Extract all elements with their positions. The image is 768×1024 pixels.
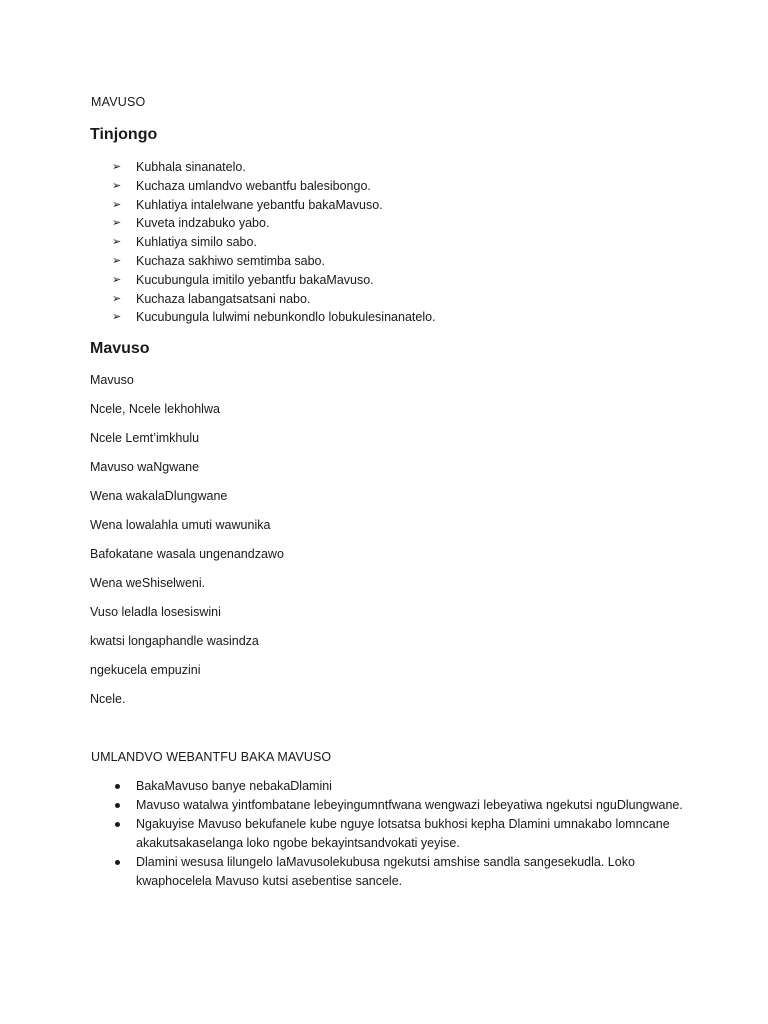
- poem-line: Mavuso: [90, 373, 134, 387]
- list-item: [112, 271, 436, 290]
- arrow-bullet-icon: ➢: [112, 217, 122, 230]
- history-heading: UMLANDVO WEBANTFU BAKA MAVUSO: [91, 750, 332, 764]
- list-item: [112, 777, 712, 796]
- arrow-bullet-icon: ➢: [112, 198, 122, 211]
- objectives-list: [112, 158, 436, 327]
- list-item: [112, 815, 712, 853]
- history-list: [112, 777, 712, 891]
- list-item: [112, 158, 436, 177]
- list-item: [112, 214, 436, 233]
- list-item: [112, 196, 436, 215]
- poem-line: Mavuso waNgwane: [90, 460, 200, 474]
- arrow-bullet-icon: ➢: [112, 236, 122, 249]
- poem-line: ngekucela empuzini: [90, 663, 201, 677]
- poem-line: Ncele Lemt’imkhulu: [90, 431, 200, 445]
- poem-line: Wena weShiselweni.: [90, 576, 206, 590]
- poem-line: Wena wakalaDlungwane: [90, 489, 228, 503]
- list-item-text: Kucubungula lulwimi nebunkondlo lobukulesinanatelo.: [136, 310, 436, 325]
- poem-line: kwatsi longaphandle wasindza: [90, 634, 259, 648]
- round-bullet-icon: [115, 803, 120, 808]
- objectives-heading: Tinjongo: [90, 126, 158, 143]
- round-bullet-icon: [115, 822, 120, 827]
- list-item-text: Kuveta indzabuko yabo.: [136, 216, 270, 231]
- arrow-bullet-icon: ➢: [112, 311, 122, 324]
- praise-poem-heading: Mavuso: [90, 340, 150, 357]
- arrow-bullet-icon: ➢: [112, 254, 122, 267]
- list-item: [112, 796, 712, 815]
- list-item-text: Kuchaza umlandvo webantfu balesibongo.: [136, 178, 371, 193]
- round-bullet-icon: [115, 784, 120, 789]
- poem-line: Bafokatane wasala ungenandzawo: [90, 547, 284, 561]
- poem-line: Wena lowalahla umuti wawunika: [90, 518, 271, 532]
- list-item-text: Kuhlatiya similo sabo.: [136, 235, 257, 250]
- list-item-text: Kubhala sinanatelo.: [136, 160, 246, 174]
- praise-poem: [90, 371, 284, 719]
- list-item: [112, 252, 436, 271]
- list-item-text: Kuchaza labangatsatsani nabo.: [136, 291, 311, 306]
- poem-line: Ncele.: [90, 692, 126, 706]
- poem-line: Vuso leladla losesiswini: [90, 605, 221, 619]
- list-item: [112, 177, 436, 196]
- round-bullet-icon: [115, 860, 120, 865]
- list-item: [112, 853, 712, 891]
- list-item-text: Kuchaza sakhiwo semtimba sabo.: [136, 253, 325, 268]
- document-title: MAVUSO: [91, 95, 146, 109]
- list-item: [112, 290, 436, 309]
- arrow-bullet-icon: ➢: [112, 273, 122, 286]
- arrow-bullet-icon: ➢: [112, 161, 122, 173]
- list-item-text: Kuhlatiya intalelwane yebantfu bakaMavuso.: [136, 197, 383, 212]
- list-item-text: BakaMavuso banye nebakaDlamini: [136, 779, 332, 793]
- arrow-bullet-icon: ➢: [112, 179, 122, 192]
- list-item-text: Mavuso watalwa yintfombatane lebeyingumntfwana wengwazi lebeyatiwa ngekutsi nguDlungwane.: [136, 798, 683, 812]
- list-item-text: Ngakuyise Mavuso bekufanele kube nguye lotsatsa bukhosi kepha Dlamini umnakabo lomncane akakutsakaselanga loko ngobe bekayintsandvokati yeyise.: [136, 817, 670, 850]
- list-item: [112, 308, 436, 327]
- list-item: [112, 233, 436, 252]
- arrow-bullet-icon: ➢: [112, 292, 122, 305]
- list-item-text: Dlamini wesusa lilungelo laMavusolekubusa ngekutsi amshise sandla sangesekudla. Loko kwaphocelela Mavuso kutsi asebentise sancele.: [136, 855, 635, 888]
- list-item-text: Kucubungula imitilo yebantfu bakaMavuso.: [136, 272, 374, 287]
- poem-line: Ncele, Ncele lekhohlwa: [90, 402, 220, 416]
